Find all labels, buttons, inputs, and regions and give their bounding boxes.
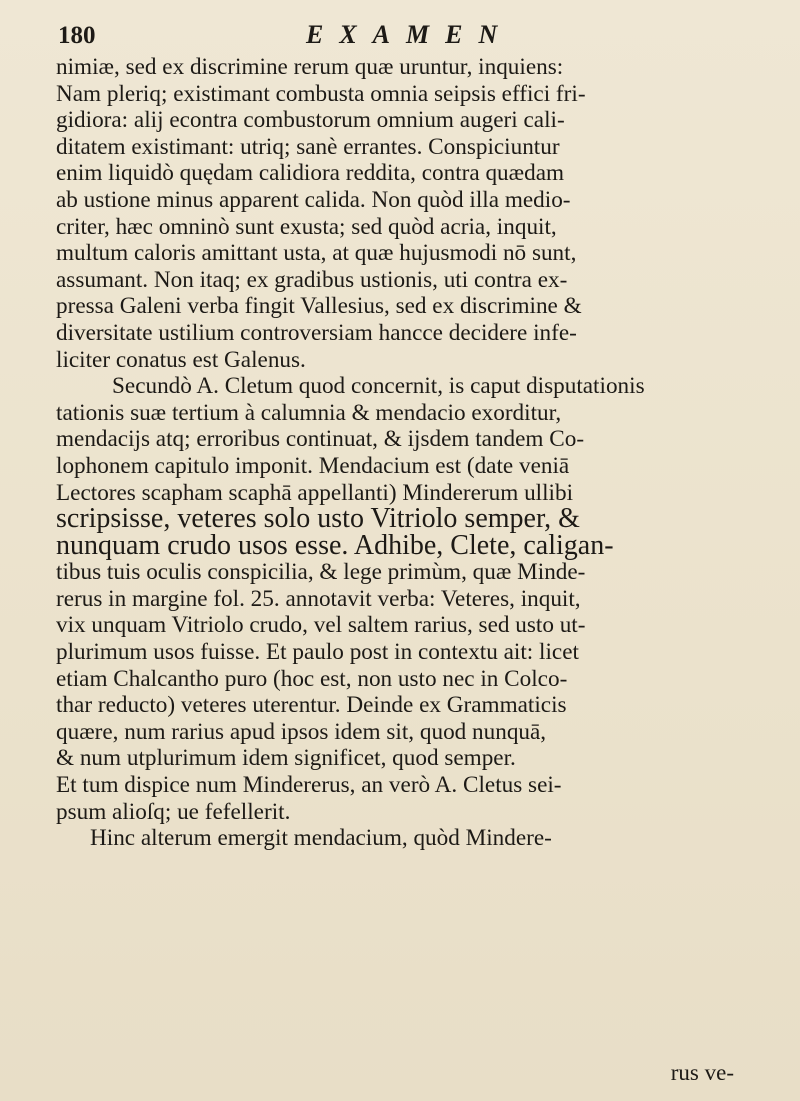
text-line: nimiæ, sed ex discrimine rerum quæ uruntur, inquiens: xyxy=(56,54,564,80)
text-line: Et tum dispice num Mindererus, an verò A. Cletus sei- xyxy=(56,772,562,799)
text-line: etiam Chalcantho puro (hoc est, non usto nec in Colco- xyxy=(56,665,568,692)
page-number: 180 xyxy=(58,22,96,49)
text-line: assumant. Non itaq; ex gradibus ustionis, uti contra ex- xyxy=(56,266,568,293)
catchword: rus ve- xyxy=(670,1060,734,1085)
page-header xyxy=(58,16,738,56)
text-line: Nam pleriq; existimant combusta omnia seipsis effici fri- xyxy=(56,80,586,107)
running-title: EXAMEN xyxy=(306,20,514,49)
text-line: vix unquam Vitriolo crudo, vel saltem rarius, sed usto ut- xyxy=(56,612,586,639)
text-line: lophonem capitulo imponit. Mendacium est (date veniā xyxy=(56,452,570,479)
text-line: Secundò A. Cletum quod concernit, is caput disputationis xyxy=(112,373,645,400)
text-body xyxy=(56,54,768,852)
text-line: & num utplurimum idem significet, quod semper. xyxy=(56,745,516,772)
text-line: thar reducto) veteres uterentur. Deinde ex Grammaticis xyxy=(56,692,567,719)
text-line: Lectores scapham scaphā appellanti) Mindererum ullibi xyxy=(56,479,574,506)
text-line: scripsisse, veteres solo usto Vitriolo semper, & xyxy=(56,503,580,535)
text-line: ditatem existimant: utriq; sanè errantes. Conspiciuntur xyxy=(56,133,560,160)
text-line: gidiora: alij econtra combustorum omnium augeri cali- xyxy=(56,107,565,134)
text-line: mendacijs atq; erroribus continuat, & ijsdem tandem Co- xyxy=(56,426,585,453)
text-line: Hinc alterum emergit mendacium, quòd Mindere- xyxy=(90,825,552,852)
text-line: nunquam crudo usos esse. Adhibe, Clete, caligan- xyxy=(56,529,614,561)
text-line: plurimum usos fuisse. Et paulo post in contextu ait: licet xyxy=(56,639,579,666)
text-line: liciter conatus est Galenus. xyxy=(56,346,306,373)
text-line: psum alioſq; ue fefellerit. xyxy=(56,798,291,825)
text-line: diversitate ustilium controversiam hancce decidere infe- xyxy=(56,319,577,346)
text-line: quære, num rarius apud ipsos idem sit, quod nunquā, xyxy=(56,718,547,745)
text-line: tibus tuis oculis conspicilia, & lege primùm, quæ Minde- xyxy=(56,559,586,586)
text-line: pressa Galeni verba fingit Vallesius, sed ex discrimine & xyxy=(56,293,582,320)
text-line: multum caloris amittant usta, at quæ hujusmodi nō sunt, xyxy=(56,240,577,267)
text-line: criter, hæc omninò sunt exusta; sed quòd acria, inquit, xyxy=(56,213,557,240)
text-line: enim liquidò quędam calidiora reddita, contra quædam xyxy=(56,160,565,187)
text-line: rerus in margine fol. 25. annotavit verba: Veteres, inquit, xyxy=(56,585,581,612)
text-line: tationis suæ tertium à calumnia & mendacio exorditur, xyxy=(56,399,562,426)
text-line: ab ustione minus apparent calida. Non quòd illa medio- xyxy=(56,186,571,213)
